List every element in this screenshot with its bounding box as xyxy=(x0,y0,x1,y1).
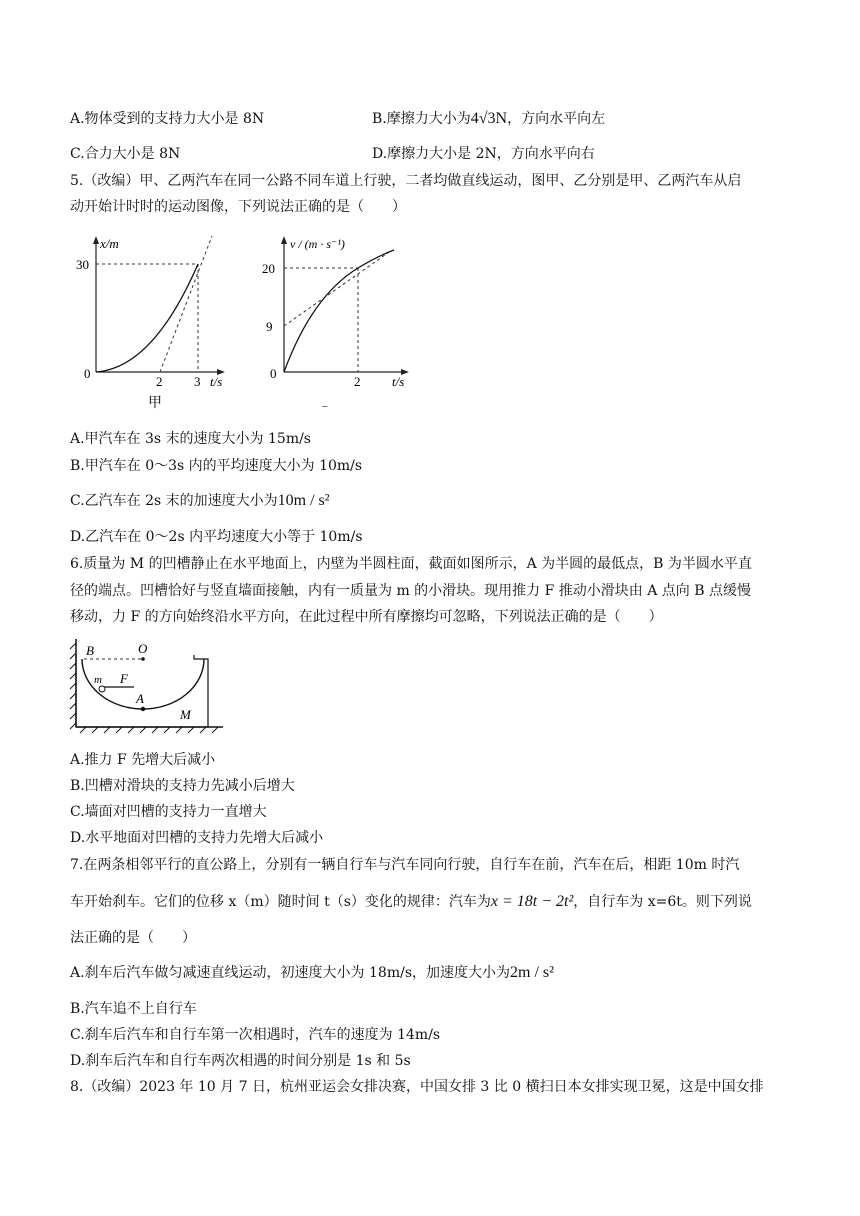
groove-figure xyxy=(68,635,228,735)
q7-option-d: D.刹车后汽车和自行车两次相遇的时间分别是 1s 和 5s xyxy=(70,1053,411,1069)
graph-yi xyxy=(262,230,422,415)
q4-option-b xyxy=(372,110,605,128)
graph-yi-ylabel: v / (m · s⁻¹) xyxy=(290,237,345,251)
graph-jia-origin: 0 xyxy=(84,366,91,381)
graph-jia-ytick: 30 xyxy=(76,257,89,272)
q7-stem-line2 xyxy=(70,893,752,911)
fig-label-m: m xyxy=(94,674,102,686)
graph-jia-caption: 甲 xyxy=(148,396,162,411)
q6-stem-line3: 移动，力 F 的方向始终沿水平方向，在此过程中所有摩擦均可忽略，下列说法正确的是（ ） xyxy=(70,609,663,625)
q7-option-a-math: 2m / s² xyxy=(510,964,554,981)
q4-option-d: D.摩擦力大小是 2N，方向水平向右 xyxy=(372,146,595,162)
fig-label-f: F xyxy=(120,671,128,686)
q6-option-c: C.墙面对凹槽的支持力一直增大 xyxy=(70,804,267,820)
fig-label-b: B xyxy=(86,643,94,658)
q6-option-b: B.凹槽对滑块的支持力先减小后增大 xyxy=(70,778,295,794)
q5-stem-line1: 5.（改编）甲、乙两汽车在同一公路不同车道上行驶，二者均做直线运动，图甲、乙分别是甲、乙两汽车从启 xyxy=(70,173,742,189)
q7-stem-line3: 法正确的是（ ） xyxy=(70,930,196,946)
q7-stem-line2-post: ，自行车为 x=6t。则下列说 xyxy=(573,894,752,910)
q7-option-a xyxy=(70,964,554,982)
q5-option-c-pre: C.乙汽车在 2s 末的加速度大小为 xyxy=(70,493,278,509)
q5-stem-line2: 动开始计时时的运动图像，下列说法正确的是（ ） xyxy=(70,199,406,215)
graph-yi-ytick-20: 20 xyxy=(262,261,275,276)
q6-stem-line1: 6.质量为 M 的凹槽静止在水平地面上，内壁为半圆柱面，截面如图所示，A 为半圆的最低点，B 为半圆水平直 xyxy=(70,556,752,572)
graph-jia-ylabel: x/m xyxy=(100,236,119,251)
graph-yi-xtick: 2 xyxy=(354,374,361,389)
fig-label-a: A xyxy=(136,691,144,706)
q4-option-a: A.物体受到的支持力大小是 8N xyxy=(70,111,265,127)
q7-stem-line2-math: x = 18t − 2t² xyxy=(490,893,574,910)
graph-jia-xlabel: t/s xyxy=(210,374,223,389)
fig-label-o: O xyxy=(138,641,148,656)
graph-yi-caption: – xyxy=(322,400,328,412)
q6-option-d: D.水平地面对凹槽的支持力先增大后减小 xyxy=(70,830,324,846)
q4-option-b-math: 4√3N xyxy=(470,110,508,127)
q5-option-c xyxy=(70,492,330,510)
graph-jia-xtick-3: 3 xyxy=(194,374,201,389)
q7-option-c: C.刹车后汽车和自行车第一次相遇时，汽车的速度为 14m/s xyxy=(70,1027,441,1043)
graph-yi-xlabel: t/s xyxy=(392,374,405,389)
q7-option-b: B.汽车追不上自行车 xyxy=(70,1001,197,1017)
q7-stem-line1: 7.在两条相邻平行的直公路上，分别有一辆自行车与汽车同向行驶，自行车在前，汽车在后，相距 10m 时汽 xyxy=(70,857,740,873)
q6-stem-line2: 径的端点。凹槽恰好与竖直墙面接触，内有一质量为 m 的小滑块。现用推力 F 推动小滑块由 A 点向 B 点缓慢 xyxy=(70,583,751,599)
q6-option-a: A.推力 F 先增大后减小 xyxy=(70,752,216,768)
q4-option-b-pre: B.摩擦力大小为 xyxy=(372,111,471,127)
q8-stem-line1: 8.（改编）2023 年 10 月 7 日，杭州亚运会女排决赛，中国女排 3 比 0 横扫日本女排实现卫冕，这是中国女排 xyxy=(70,1079,764,1095)
q5-option-b: B.甲汽车在 0～3s 内的平均速度大小为 10m/s xyxy=(70,458,363,474)
q4-option-c: C.合力大小是 8N xyxy=(70,146,181,162)
q7-stem-line2-pre: 车开始刹车。它们的位移 x（m）随时间 t（s）变化的规律：汽车为 xyxy=(70,894,491,910)
graph-yi-ytick-9: 9 xyxy=(266,319,273,334)
q5-option-d: D.乙汽车在 0～2s 内平均速度大小等于 10m/s xyxy=(70,529,363,545)
graph-yi-origin: 0 xyxy=(270,366,277,381)
graph-jia xyxy=(68,230,238,415)
q5-option-a: A.甲汽车在 3s 末的速度大小为 15m/s xyxy=(70,431,311,447)
q7-option-a-pre: A.刹车后汽车做匀减速直线运动，初速度大小为 18m/s，加速度大小为 xyxy=(70,965,511,981)
q5-option-c-math: 10m / s² xyxy=(277,492,330,509)
fig-label-big-m: M xyxy=(180,707,191,722)
graph-jia-xtick-2: 2 xyxy=(156,374,163,389)
q4-option-b-post: ，方向水平向左 xyxy=(507,111,606,127)
